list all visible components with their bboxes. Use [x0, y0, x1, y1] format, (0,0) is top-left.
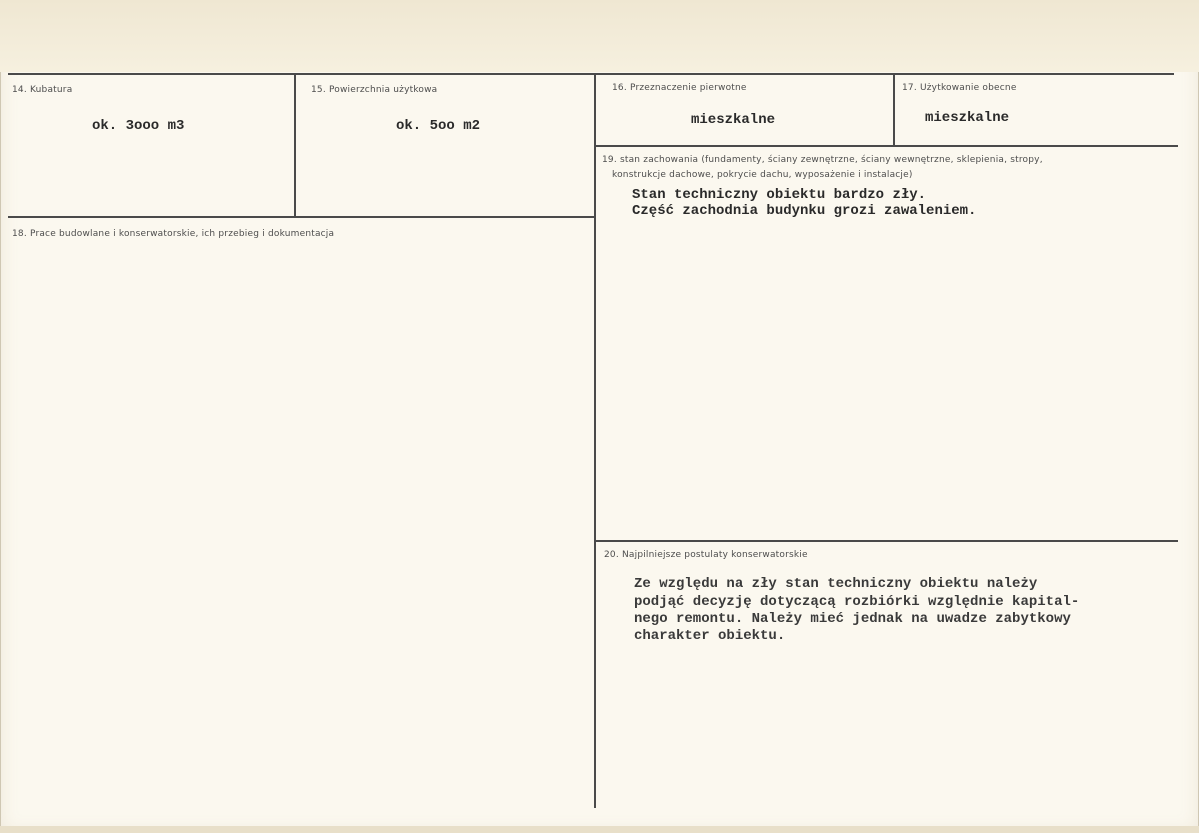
field-16-value: mieszkalne	[691, 112, 776, 128]
field-19-label-line-1: 19. stan zachowania (fundamenty, ściany zewnętrzne, ściany wewnętrzne, sklepienia, stropy,	[602, 155, 1043, 165]
field-19-text-line-1: Stan techniczny obiektu bardzo zły.	[632, 187, 927, 203]
field-20-text-line-2: podjąć decyzję dotyczącą rozbiórki względnie kapital-	[634, 594, 1080, 610]
field-20-text-line-4: charakter obiektu.	[634, 628, 786, 644]
field-19-text-line-2: Część zachodnia budynku grozi zawaleniem.	[632, 203, 977, 219]
field-20-text-line-1: Ze względu na zły stan techniczny obiektu należy	[634, 576, 1038, 592]
card-bottom-edge	[0, 826, 1199, 833]
row-rule-left	[8, 216, 596, 218]
field-15-value: ok. 5oo m2	[396, 118, 481, 134]
field-17-label: 17. Użytkowanie obecne	[902, 83, 1017, 93]
field-20-text-line-3: nego remontu. Należy mieć jednak na uwadze zabytkowy	[634, 611, 1071, 627]
field-15-label: 15. Powierzchnia użytkowa	[311, 85, 438, 95]
field-19-label-line-2: konstrukcje dachowe, pokrycie dachu, wyposażenie i instalacje)	[612, 170, 913, 180]
field-18-label: 18. Prace budowlane i konserwatorskie, ich przebieg i dokumentacja	[12, 229, 335, 239]
field-17-value: mieszkalne	[925, 110, 1010, 126]
row-rule-right-top	[596, 145, 1178, 147]
field-14-label: 14. Kubatura	[12, 85, 73, 95]
field-14-value: ok. 3ooo m3	[92, 118, 185, 134]
divider-14-15	[294, 75, 296, 218]
top-rule	[8, 73, 1174, 75]
field-16-label: 16. Przeznaczenie pierwotne	[612, 83, 747, 93]
divider-main	[594, 75, 596, 808]
card-top-margin	[0, 0, 1199, 72]
field-20-label: 20. Najpilniejsze postulaty konserwatorskie	[604, 550, 808, 560]
divider-16-17	[893, 75, 895, 146]
row-rule-right-bottom	[596, 540, 1178, 542]
